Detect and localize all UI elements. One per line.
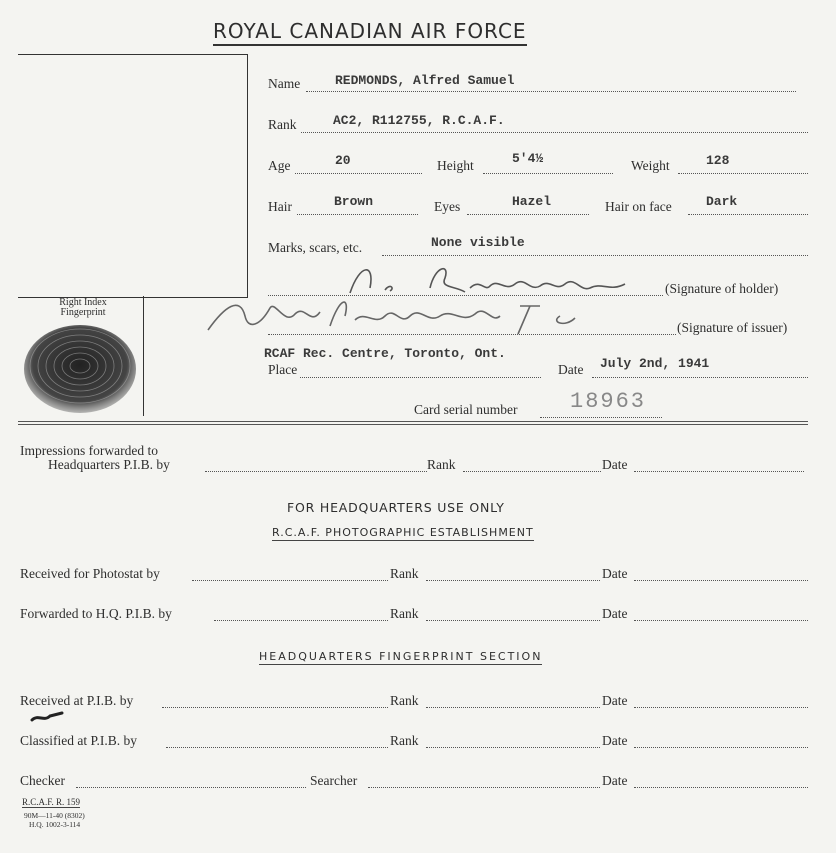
received-date-label: Date — [602, 693, 628, 708]
form-code-line1: R.C.A.F. R. 159 — [22, 797, 81, 807]
marks-value: None visible — [431, 235, 525, 250]
impressions-line1: Impressions forwarded to — [20, 443, 158, 458]
impressions-by-line — [205, 457, 427, 472]
classified-date-line — [634, 733, 808, 748]
age-value: 20 — [335, 153, 351, 168]
holder-sig-label: (Signature of holder) — [665, 281, 779, 296]
fingerprint-label: Right Index Fingerprint — [59, 297, 107, 318]
height-label: Height — [437, 158, 474, 173]
rank-label: Rank — [268, 117, 297, 132]
hair-value: Brown — [334, 194, 374, 209]
height-value: 5'4½ — [512, 151, 544, 166]
photostat-rank-label: Rank — [390, 566, 419, 581]
place-value: RCAF Rec. Centre, Toronto, Ont. — [264, 346, 506, 361]
issuer-signature — [200, 286, 630, 338]
photostat-date-line — [634, 566, 808, 581]
checker-label: Checker — [20, 773, 65, 788]
name-label: Name — [268, 76, 301, 91]
hair-label: Hair — [268, 199, 292, 214]
forwarded-hq-label: Forwarded to H.Q. P.I.B. by — [20, 606, 172, 621]
forwarded-date-line — [634, 606, 808, 621]
checker-line — [76, 773, 306, 788]
forwarded-hq-line — [214, 606, 388, 621]
hair-face-label: Hair on face — [605, 199, 672, 214]
photostat-date-label: Date — [602, 566, 628, 581]
section-divider — [18, 421, 808, 425]
searcher-label: Searcher — [310, 773, 358, 788]
age-line — [295, 159, 422, 174]
forwarded-date-label: Date — [602, 606, 628, 621]
photostat-received-label: Received for Photostat by — [20, 566, 160, 581]
fp-section-heading: HEADQUARTERS FINGERPRINT SECTION — [259, 650, 543, 663]
classified-date-label: Date — [602, 733, 628, 748]
eyes-label: Eyes — [434, 199, 461, 214]
classified-rank-label: Rank — [390, 733, 419, 748]
impressions-date-line — [634, 457, 804, 472]
impressions-rank-label: Rank — [427, 457, 456, 472]
classified-pib-line — [166, 733, 388, 748]
date-label: Date — [558, 362, 584, 377]
received-rank-label: Rank — [390, 693, 419, 708]
eyes-value: Hazel — [512, 194, 552, 209]
checker-date-label: Date — [602, 773, 628, 788]
hair-face-value: Dark — [706, 194, 738, 209]
height-line — [483, 159, 613, 174]
issuer-sig-label: (Signature of issuer) — [677, 320, 788, 335]
photostat-rank-line — [426, 566, 600, 581]
serial-label: Card serial number — [414, 402, 518, 417]
weight-label: Weight — [631, 158, 670, 173]
searcher-line — [368, 773, 600, 788]
form-title: ROYAL CANADIAN AIR FORCE — [213, 19, 527, 46]
name-value: REDMONDS, Alfred Samuel — [335, 73, 515, 88]
rank-value: AC2, R112755, R.C.A.F. — [333, 113, 505, 128]
fingerprint-image — [20, 321, 138, 413]
received-rank-line — [426, 693, 600, 708]
form-code-line2: 90M—11-40 (8302) — [24, 811, 85, 820]
fingerprint-box — [18, 296, 144, 416]
weight-value: 128 — [706, 153, 730, 168]
received-pib-line — [162, 693, 388, 708]
forwarded-rank-label: Rank — [390, 606, 419, 621]
hq-use-only-heading: FOR HEADQUARTERS USE ONLY — [287, 500, 505, 515]
ink-mark-icon — [30, 710, 64, 724]
place-line — [300, 363, 541, 378]
received-date-line — [634, 693, 808, 708]
date-value: July 2nd, 1941 — [600, 356, 710, 371]
marks-label: Marks, scars, etc. — [268, 240, 363, 255]
form-code-line3: H.Q. 1002-3-114 — [29, 820, 81, 829]
photostat-received-line — [192, 566, 388, 581]
serial-value: 18963 — [570, 389, 647, 414]
classified-rank-line — [426, 733, 600, 748]
age-label: Age — [268, 158, 291, 173]
checker-date-line — [634, 773, 808, 788]
received-pib-label: Received at P.I.B. by — [20, 693, 134, 708]
photo-box — [18, 54, 248, 298]
impressions-date-label: Date — [602, 457, 628, 472]
classified-pib-label: Classified at P.I.B. by — [20, 733, 137, 748]
photo-section-heading: R.C.A.F. PHOTOGRAPHIC ESTABLISHMENT — [272, 526, 534, 539]
impressions-rank-line — [463, 457, 601, 472]
weight-line — [678, 159, 808, 174]
impressions-line2: Headquarters P.I.B. by — [48, 457, 170, 472]
place-label: Place — [268, 362, 298, 377]
forwarded-rank-line — [426, 606, 600, 621]
